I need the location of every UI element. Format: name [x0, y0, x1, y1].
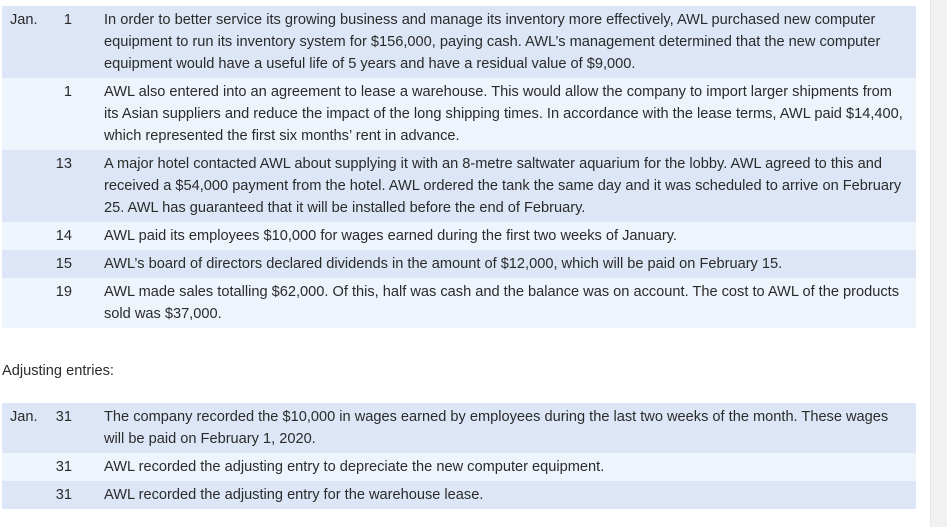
- day-cell: 31: [55, 459, 72, 475]
- transactions-table: [2, 6, 916, 328]
- day-cell: 31: [55, 487, 72, 503]
- day-cell: 15: [55, 256, 72, 272]
- day-cell: 19: [55, 284, 72, 300]
- day-cell: 14: [55, 228, 72, 244]
- month-cell: [2, 456, 42, 478]
- description-cell: AWL’s board of directors declared dividends in the amount of $12,000, which will be paid on February 15.: [104, 256, 783, 272]
- day-cell: 1: [63, 12, 72, 28]
- table-row: [2, 6, 916, 78]
- description-cell: A major hotel contacted AWL about supplying it with an 8-metre saltwater aquarium for the lobby. AWL agreed to this and received a $54,000 payment from the hotel. AWL ordered the tank the same day and it was scheduled to arrive on February 25. AWL has guaranteed that it will be installed before the end of February.: [104, 156, 902, 216]
- table-row: [2, 250, 916, 278]
- description-cell: AWL also entered into an agreement to lease a warehouse. This would allow the company to import larger shipments from its Asian suppliers and reduce the impact of the long shipping times. In accordance with the lease terms, AWL paid $14,400, which represented the first six months’ rent in advance.: [104, 84, 903, 144]
- description-cell: The company recorded the $10,000 in wages earned by employees during the last two weeks of the month. These wages will be paid on February 1, 2020.: [104, 409, 889, 447]
- month-cell: Jan.: [10, 12, 38, 28]
- table-row: [2, 453, 916, 481]
- day-cell: 13: [55, 156, 72, 172]
- table-row: [2, 78, 916, 150]
- description-cell: AWL recorded the adjusting entry for the warehouse lease.: [104, 487, 484, 503]
- table-row: [2, 278, 916, 328]
- table-row: [2, 150, 916, 222]
- day-cell: 1: [63, 84, 72, 100]
- table-row: [2, 481, 916, 509]
- description-cell: In order to better service its growing business and manage its inventory more effectively, AWL purchased new computer equipment to run its inventory system for $156,000, paying cash. AWL’s management determined that the new computer equipment would have a useful life of 5 years and have a residual value of $9,000.: [104, 12, 881, 72]
- vertical-scrollbar[interactable]: [930, 0, 947, 527]
- month-cell: Jan.: [10, 409, 38, 425]
- adjusting-entries-heading: Adjusting entries:: [2, 363, 114, 379]
- day-cell: 31: [55, 409, 72, 425]
- description-cell: AWL made sales totalling $62,000. Of this, half was cash and the balance was on account. The cost to AWL of the products sold was $37,000.: [104, 284, 900, 322]
- table-row: [2, 222, 916, 250]
- month-cell: [2, 281, 42, 325]
- month-cell: [2, 484, 42, 506]
- month-cell: [2, 253, 42, 275]
- month-cell: [2, 153, 42, 219]
- month-cell: [2, 225, 42, 247]
- adjustments-table: [2, 403, 916, 509]
- month-cell: [2, 81, 42, 147]
- description-cell: AWL recorded the adjusting entry to depreciate the new computer equipment.: [104, 459, 605, 475]
- description-cell: AWL paid its employees $10,000 for wages earned during the first two weeks of January.: [104, 228, 677, 244]
- table-row: [2, 403, 916, 453]
